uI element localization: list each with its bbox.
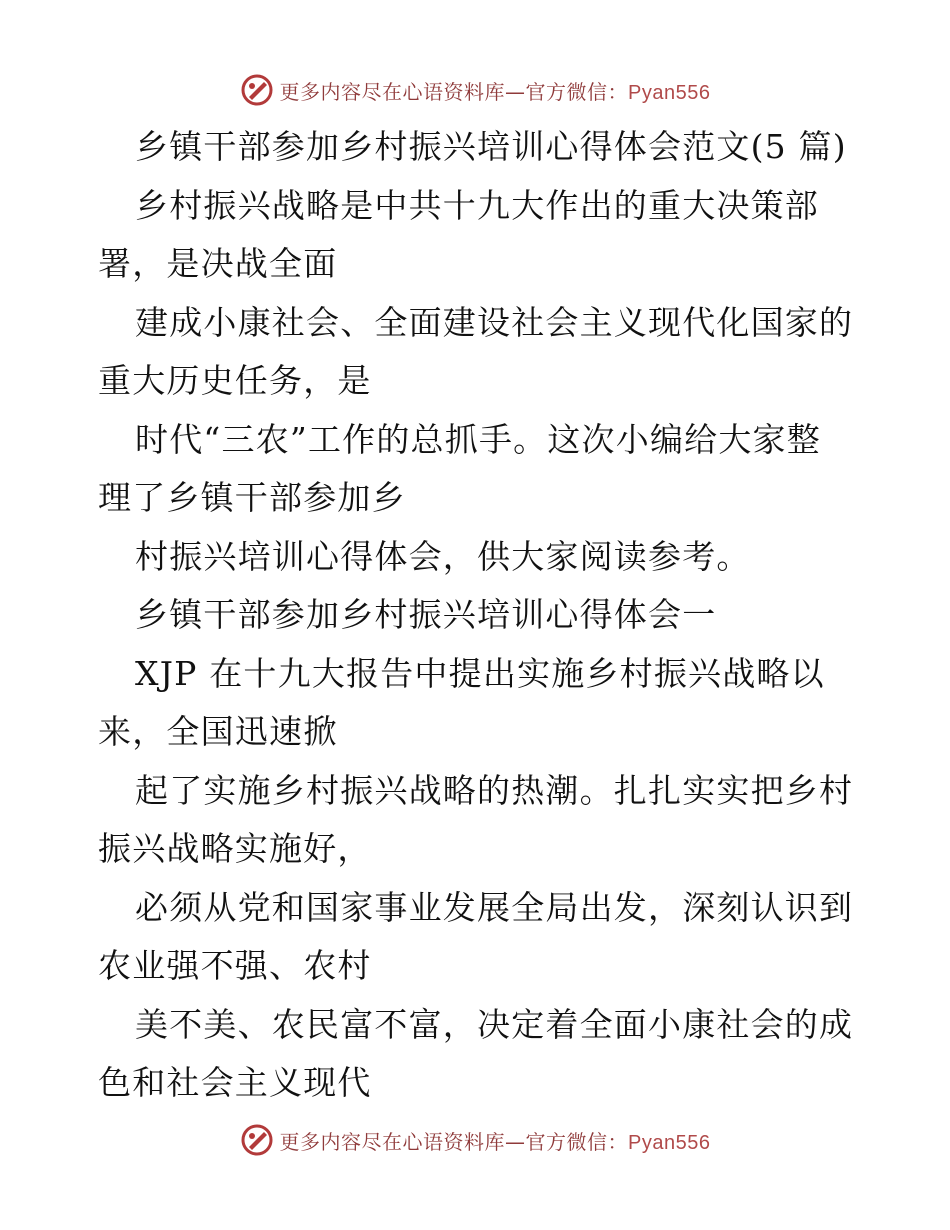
logo-icon <box>240 73 274 107</box>
logo-icon <box>240 1123 274 1157</box>
header-banner-wechat: 官方微信： <box>525 79 629 104</box>
footer-banner <box>0 1120 950 1160</box>
footer-banner-cn: 更多内容尽在心语资料库 <box>279 1129 506 1154</box>
section-heading: 乡镇干部参加乡村振兴培训心得体会一 <box>135 595 717 634</box>
paragraph-line: XJP 在十九大报告中提出实施乡村振兴战略以 <box>135 653 825 693</box>
paragraph-line: 来，全国迅速掀 <box>98 712 338 751</box>
paragraph-line: 必须从党和国家事业发展全局出发，深刻认识到 <box>135 887 854 927</box>
header-banner-sep: — <box>505 79 526 104</box>
footer-banner-id: Pyan556 <box>628 1131 711 1154</box>
paragraph-line: 理了乡镇干部参加乡 <box>98 478 406 517</box>
footer-banner-text <box>280 1126 711 1155</box>
footer-banner-wechat: 官方微信： <box>525 1129 629 1154</box>
document-title: 乡镇干部参加乡村振兴培训心得体会范文(5 篇) <box>135 127 847 166</box>
paragraph-line: 农业强不强、农村 <box>98 946 372 985</box>
paragraph-line: 起了实施乡村振兴战略的热潮。扎扎实实把乡村 <box>135 770 854 810</box>
paragraph-line: 时代“三农”工作的总抓手。这次小编给大家整 <box>135 419 821 459</box>
paragraph-line: 建成小康社会、全面建设社会主义现代化国家的 <box>135 302 854 342</box>
paragraph-line: 色和社会主义现代 <box>98 1063 372 1102</box>
header-banner-text <box>280 76 711 105</box>
header-banner-id: Pyan556 <box>628 81 711 104</box>
footer-banner-sep: — <box>505 1129 526 1154</box>
document-body <box>98 118 858 1113</box>
paragraph-line: 美不美、农民富不富，决定着全面小康社会的成 <box>135 1004 854 1044</box>
header-banner <box>0 70 950 110</box>
paragraph-line: 村振兴培训心得体会，供大家阅读参考。 <box>135 536 751 576</box>
paragraph-line: 振兴战略实施好， <box>98 829 372 868</box>
paragraph-line: 乡村振兴战略是中共十九大作出的重大决策部 <box>135 185 819 225</box>
paragraph-line: 署，是决战全面 <box>98 244 338 283</box>
paragraph-line: 重大历史任务，是 <box>98 361 372 400</box>
header-banner-cn: 更多内容尽在心语资料库 <box>279 79 506 104</box>
